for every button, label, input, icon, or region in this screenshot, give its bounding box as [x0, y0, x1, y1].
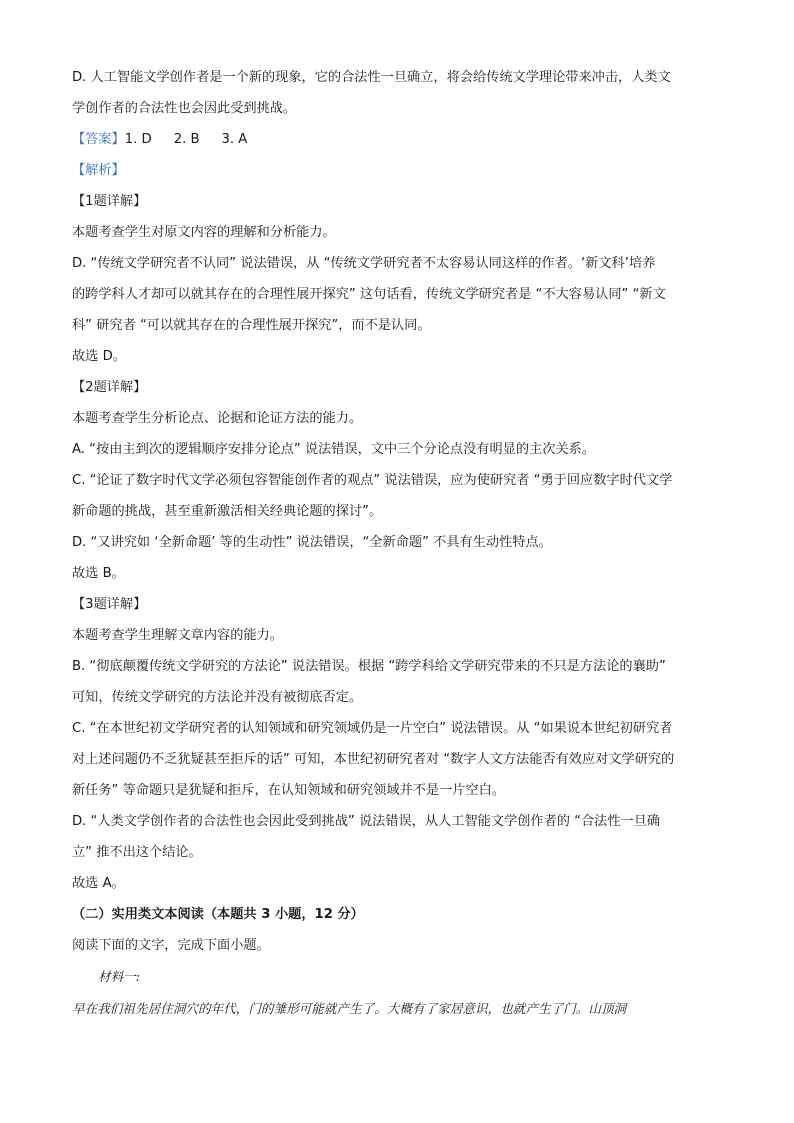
q1-text-line: 科” 研究者 “可以就其存在的合理性展开探究”，而不是认同。 — [72, 318, 431, 333]
analysis-label: 【解析】 — [72, 163, 125, 178]
q3-heading: 【3题详解】 — [72, 597, 147, 612]
q3-text-line: 可知，传统文学研究的方法论并没有被彻底否定。 — [72, 690, 363, 705]
q2-conclusion: 故选 B。 — [72, 566, 125, 581]
q3-text-line: D. “人类文学创作者的合法性也会因此受到挑战” 说法错误，从人工智能文学创作者的 “合法性一旦确 — [72, 814, 661, 829]
q1-heading: 【1题详解】 — [72, 194, 147, 209]
q2-text-line: A. “按由主到次的逻辑顺序安排分论点” 说法错误，文中三个分论点没有明显的主次关系。 — [72, 442, 595, 457]
q3-text-line: 立” 推不出这个结论。 — [72, 845, 202, 860]
material-label: 材料一: — [98, 969, 141, 984]
q3-text-line: C. “在本世纪初文学研究者的认知领域和研究领域仍是一片空白” 说法错误。从 “如果说本世纪初研究者 — [72, 721, 673, 736]
option-d-line: D. 人工智能文学创作者是一个新的现象，它的合法性一旦确立，将会给传统文学理论带来冲击，人类文 — [72, 70, 671, 85]
q1-text-line: 的跨学科人才却可以就其存在的合理性展开探究” 这句话看，传统文学研究者是 “不大容易认同” “新文 — [72, 287, 666, 302]
q3-text-line: B. “彻底颠覆传统文学研究的方法论” 说法错误。根据 “跨学科给文学研究带来的不只是方法论的襄助” — [72, 659, 666, 674]
q2-intro: 本题考查学生分析论点、论据和论证方法的能力。 — [72, 411, 363, 426]
material-text-line: 早在我们祖先居住洞穴的年代，门的雏形可能就产生了。大概有了家居意识，也就产生了门。山顶洞 — [72, 1001, 627, 1016]
q2-text-line: D. “又讲究如 ‘全新命题’ 等的生动性” 说法错误，“全新命题” 不具有生动性特点。 — [72, 535, 552, 550]
q1-text-line: D. “传统文学研究者不认同” 说法错误，从 “传统文学研究者不太容易认同这样的作者。‘新文科’培养 — [72, 256, 656, 271]
q1-conclusion: 故选 D。 — [72, 349, 126, 364]
q2-heading: 【2题详解】 — [72, 380, 147, 395]
q2-text-line: 新命题的挑战，甚至重新激活相关经典论题的探讨”。 — [72, 504, 383, 519]
q2-text-line: C. “论证了数字时代文学必须包容智能创作者的观点” 说法错误，应为使研究者 “勇于回应数字时代文学 — [72, 473, 673, 488]
answer-item: 1. D — [124, 132, 152, 147]
q3-intro: 本题考查学生理解文章内容的能力。 — [72, 628, 283, 643]
answer-label: 【答案】 — [72, 132, 125, 147]
answer-row — [72, 124, 722, 155]
answer-item: 2. B — [173, 132, 200, 147]
q3-text-line: 新任务” 等命题只是犹疑和拒斥，在认知领域和研究领域并不是一片空白。 — [72, 783, 506, 798]
section-heading: （二）实用类文本阅读（本题共 3 小题，12 分） — [72, 907, 364, 922]
answer-item: 3. A — [221, 132, 248, 147]
option-d-line: 学创作者的合法性也会因此受到挑战。 — [72, 101, 297, 116]
q3-conclusion: 故选 A。 — [72, 876, 125, 891]
q1-intro: 本题考查学生对原文内容的理解和分析能力。 — [72, 225, 336, 240]
document-page — [72, 62, 722, 1025]
q3-text-line: 对上述问题仍不乏犹疑甚至拒斥的话” 可知，本世纪初研究者对 “数字人文方法能否有效应对文学研究的 — [72, 752, 675, 767]
section-instruction: 阅读下面的文字，完成下面小题。 — [72, 938, 270, 953]
